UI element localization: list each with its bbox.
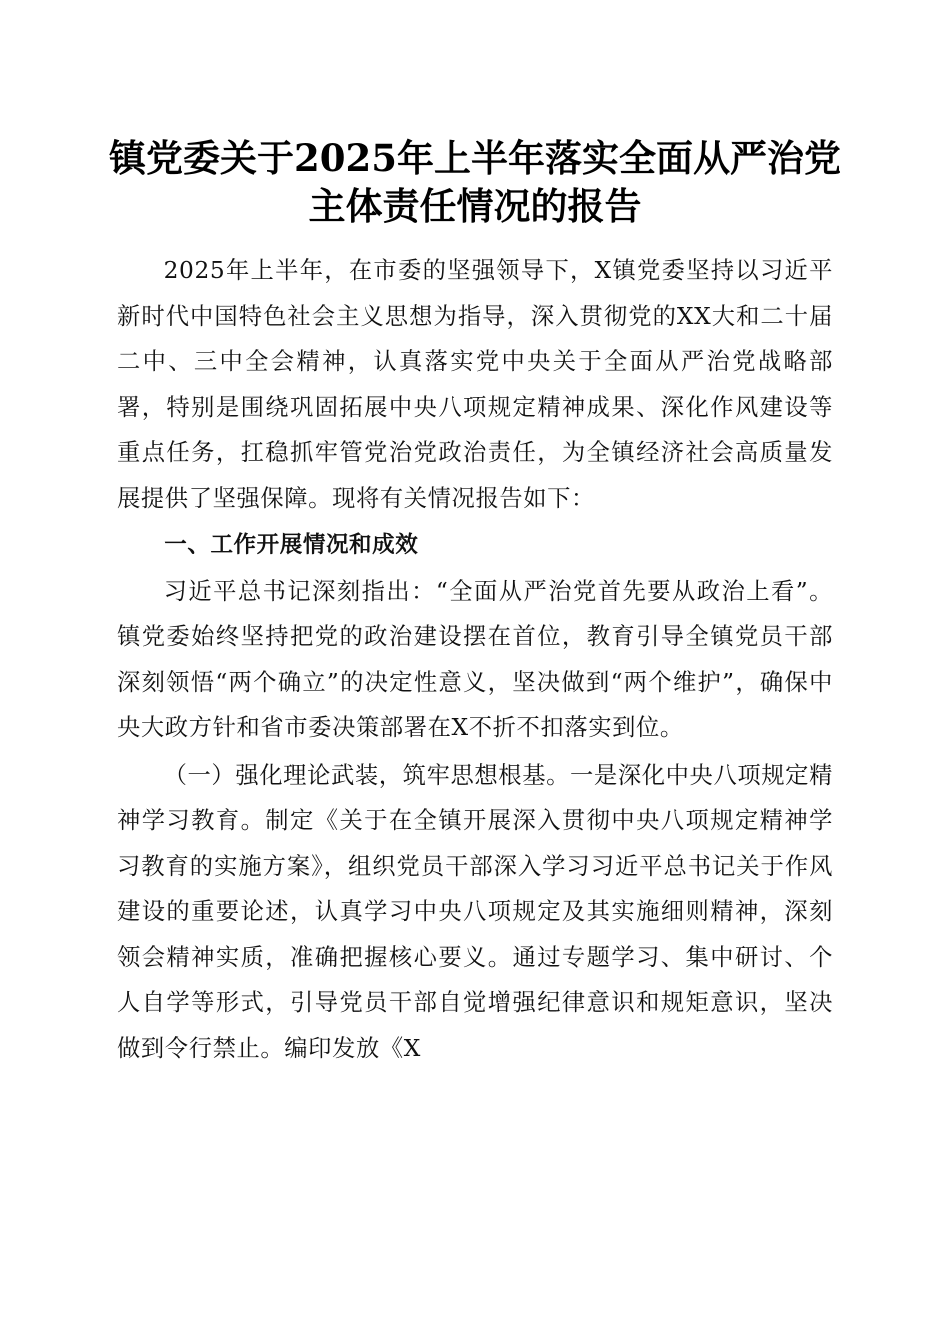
title-line-1: 镇党委关于2025年上半年落实全面从严治党 bbox=[109, 136, 841, 180]
subsection-paragraph: （一）强化理论武装，筑牢思想根基。一是深化中央八项规定精神学习教育。制定《关于在全镇开展深入贯彻中央八项规定精神学习教育的实施方案》，组织党员干部深入学习习近平总书记关于作风建设的重要论述，认真学习中央八项规定及其实施细则精神，深刻领会精神实质，准确把握核心要义。通过专题学习、集中研讨、个人自学等形式，引导党员干部自觉增强纪律意识和规矩意识，坚决做到令行禁止。编印发放《X bbox=[117, 761, 833, 1062]
document-title bbox=[80, 134, 870, 230]
title-line-2: 主体责任情况的报告 bbox=[308, 184, 642, 228]
section-heading: 一、工作开展情况和成效 bbox=[164, 532, 419, 558]
section-paragraph: 习近平总书记深刻指出：“全面从严治党首先要从政治上看”。镇党委始终坚持把党的政治建设摆在首位，教育引导全镇党员干部深刻领悟“两个确立”的决定性意义，坚决做到“两个维护”，确保中央大政方针和省市委决策部署在X不折不扣落实到位。 bbox=[117, 577, 833, 741]
document-body bbox=[117, 248, 833, 1071]
intro-paragraph: 2025年上半年，在市委的坚强领导下，X镇党委坚持以习近平新时代中国特色社会主义思想为指导，深入贯彻党的XX大和二十届二中、三中全会精神，认真落实党中央关于全面从严治党战略部署，特别是围绕巩固拓展中央八项规定精神成果、深化作风建设等重点任务，扛稳抓牢管党治党政治责任，为全镇经济社会高质量发展提供了坚强保障。现将有关情况报告如下： bbox=[117, 257, 833, 512]
